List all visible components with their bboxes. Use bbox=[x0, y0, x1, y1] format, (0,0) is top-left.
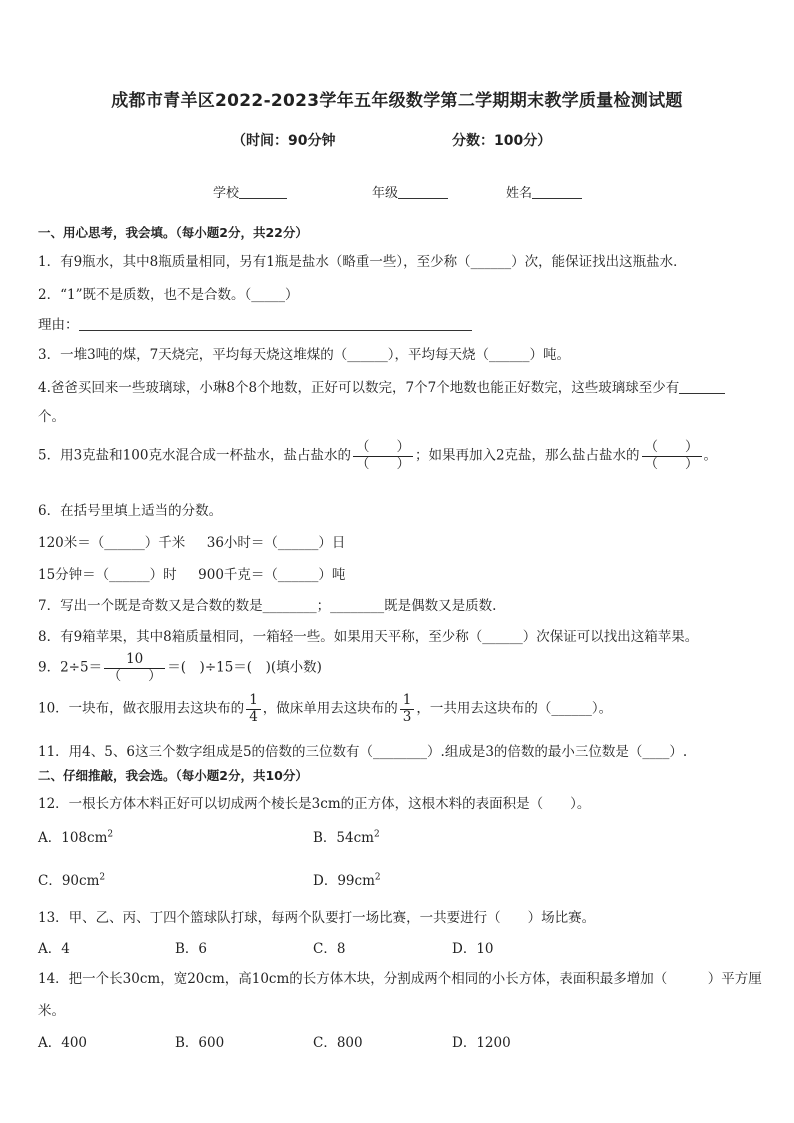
q12-option-b[interactable]: B．$54cm^2$ bbox=[313, 829, 380, 846]
question-14: 14．把一个长30cm，宽20cm，高10cm的长方体木块，分割成两个相同的小长方体，表面积最多增加（ ）平方厘 bbox=[38, 971, 762, 987]
question-6-row-1: 120米＝（______）千米 36小时＝（______）日 bbox=[38, 535, 346, 551]
q13-option-d[interactable]: D．10 bbox=[452, 941, 494, 957]
question-10: 10．一块布，做衣服用去这块布的 $\frac{1}{4}$ ，做床单用去这块布的 $\frac{1}{3}$ ，一共用去这块布的（______）。 bbox=[38, 692, 613, 725]
grade-field: 年级 bbox=[372, 182, 448, 201]
question-2-reason: 理由： bbox=[38, 313, 472, 333]
question-2: 2．“1”既不是质数，也不是合数。（_____） bbox=[38, 287, 299, 303]
question-14-cont: 米。 bbox=[38, 1003, 65, 1019]
question-6: 6．在括号里填上适当的分数。 bbox=[38, 503, 223, 519]
school-field: 学校 bbox=[213, 182, 287, 201]
question-6-row-2: 15分钟＝（______）时 900千克＝（______）吨 bbox=[38, 567, 346, 583]
school-blank bbox=[239, 184, 287, 199]
q4-blank bbox=[679, 379, 725, 394]
q9-fraction: $\frac{10}{( )}$ bbox=[104, 652, 165, 684]
question-5: 5．用3克盐和100克水混合成一杯盐水，盐占盐水的 $\frac{( )}{( )}$ ；如果再加入2克盐，那么盐占盐水的 $\frac{( )}{( )}$ 。 bbox=[38, 439, 718, 472]
q14-option-b[interactable]: B．600 bbox=[175, 1035, 225, 1051]
section-2-heading: 二、仔细推敲，我会选。（每小题2分，共10分） bbox=[38, 768, 308, 783]
name-blank bbox=[532, 184, 582, 199]
name-field: 姓名 bbox=[506, 182, 582, 201]
reason-blank bbox=[79, 316, 472, 331]
q5-fraction-2: $\frac{( )}{( )}$ bbox=[642, 440, 702, 472]
exam-score: 分数：100分） bbox=[452, 133, 552, 149]
q14-option-c[interactable]: C．800 bbox=[313, 1035, 363, 1051]
question-11: 11．用4、5、6这三个数字组成是5的倍数的三位数有（________）.组成是3的倍数的最小三位数是（____）. bbox=[38, 744, 688, 760]
q10-fraction-2: $\frac{1}{3}$ bbox=[400, 693, 415, 725]
question-8: 8．有9箱苹果，其中8箱质量相同，一箱轻一些。如果用天平称，至少称（______）次保证可以找出这箱苹果。 bbox=[38, 629, 699, 645]
q13-option-b[interactable]: B．6 bbox=[175, 941, 208, 957]
q13-option-c[interactable]: C．8 bbox=[313, 941, 346, 957]
q12-option-a[interactable]: A．$108cm^2$ bbox=[38, 829, 114, 846]
question-12: 12．一根长方体木料正好可以切成两个棱长是3cm的正方体，这根木料的表面积是（ ）。 bbox=[38, 796, 591, 812]
question-9: 9．2÷5＝ $\frac{10}{( )}$ ＝( )÷15＝( )(填小数) bbox=[38, 651, 322, 684]
question-1: 1．有9瓶水，其中8瓶质量相同，另有1瓶是盐水（略重一些），至少称（______）次，能保证找出这瓶盐水． bbox=[38, 254, 687, 270]
question-7: 7．写出一个既是奇数又是合数的数是________；________既是偶数又是质数. bbox=[38, 598, 497, 614]
page-title: 成都市青羊区2022-2023学年五年级数学第二学期期末教学质量检测试题 bbox=[111, 91, 683, 111]
question-4: 4.爸爸买回来一些玻璃球，小琳8个8个地数，正好可以数完，7个7个地数也能正好数完，这些玻璃球至少有 bbox=[38, 376, 725, 396]
exam-time: （时间：90分钟 bbox=[232, 133, 336, 149]
question-3: 3．一堆3吨的煤，7天烧完，平均每天烧这堆煤的（______），平均每天烧（______）吨。 bbox=[38, 347, 571, 363]
q10-fraction-1: $\frac{1}{4}$ bbox=[246, 693, 261, 725]
question-4-cont: 个。 bbox=[38, 409, 65, 425]
grade-blank bbox=[398, 184, 448, 199]
q12-option-c[interactable]: C．$90cm^2$ bbox=[38, 872, 106, 889]
q12-option-d[interactable]: D．$99cm^2$ bbox=[313, 872, 381, 889]
section-1-heading: 一、用心思考，我会填。（每小题2分，共22分） bbox=[38, 225, 308, 240]
q14-option-d[interactable]: D．1200 bbox=[452, 1035, 511, 1051]
q13-option-a[interactable]: A．4 bbox=[38, 941, 70, 957]
q14-option-a[interactable]: A．400 bbox=[38, 1035, 88, 1051]
question-13: 13．甲、乙、丙、丁四个篮球队打球，每两个队要打一场比赛，一共要进行（ ）场比赛。 bbox=[38, 910, 596, 926]
q5-fraction-1: $\frac{( )}{( )}$ bbox=[353, 440, 413, 472]
